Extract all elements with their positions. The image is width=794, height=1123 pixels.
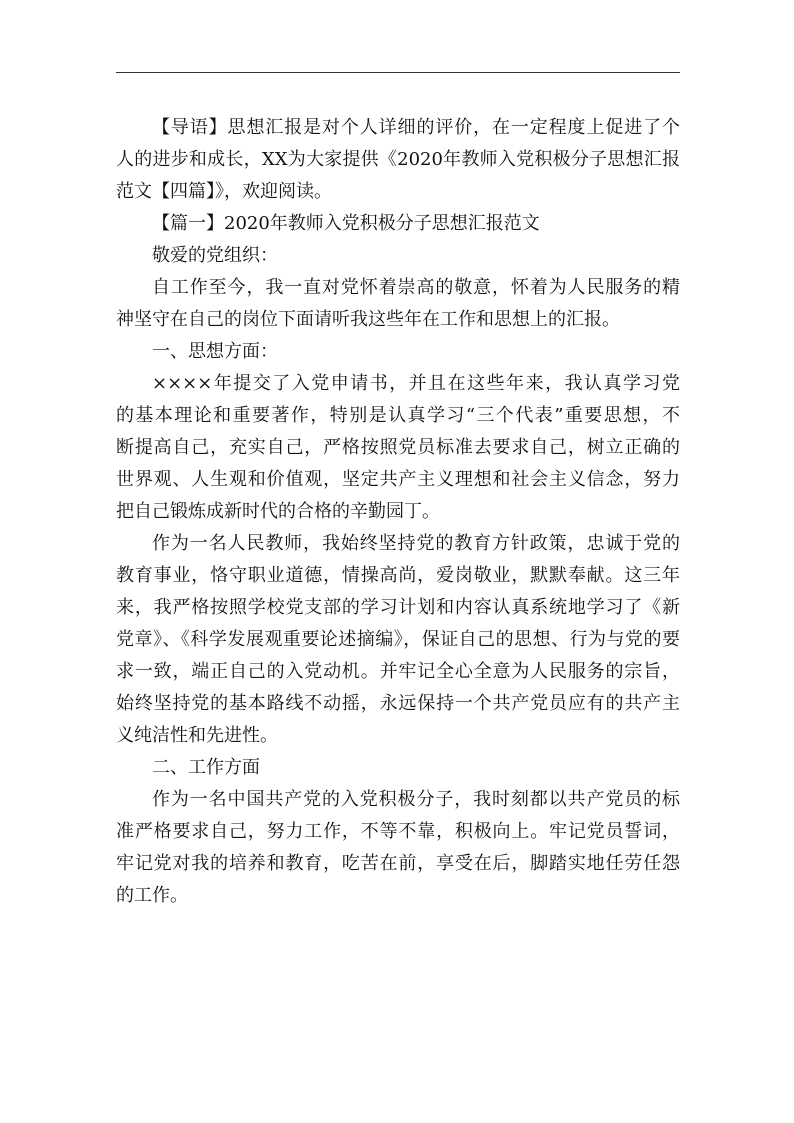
text-line: 作为一名中国共产党的入党积极分子，我时刻都以共产党员的标 [152,789,680,810]
text-line: 党章》、《科学发展观重要论述摘编》，保证自己的思想、行为与党的要 [116,629,680,650]
text-line: ××××年提交了入党申请书，并且在这些年来，我认真学习党 [152,373,680,394]
text-line: 把自己锻炼成新时代的合格的辛勤园丁。 [116,501,440,522]
text-line: 二、工作方面 [152,757,260,778]
text-line: 始终坚持党的基本路线不动摇，永远保持一个共产党员应有的共产主 [116,693,680,714]
text-line: 准严格要求自己，努力工作，不等不靠，积极向上。牢记党员誓词， [116,821,680,842]
header-rule [116,72,680,73]
text-line: 义纯洁性和先进性。 [116,725,278,746]
text-line: 的工作。 [116,885,188,906]
text-line: 来，我严格按照学校党支部的学习计划和内容认真系统地学习了《新 [116,597,680,618]
text-line: 人的进步和成长，XX为大家提供《2020年教师入党积极分子思想汇报 [116,149,680,170]
text-line: 神坚守在自己的岗位下面请听我这些年在工作和思想上的汇报。 [116,309,620,330]
text-line: 范文【四篇】》，欢迎阅读。 [116,181,332,202]
text-line: 【导语】思想汇报是对个人详细的评价，在一定程度上促进了个 [152,117,680,138]
text-line: 教育事业，恪守职业道德，情操高尚，爱岗敬业，默默奉献。这三年 [116,565,680,586]
text-line: 断提高自己，充实自己，严格按照党员标准去要求自己，树立正确的 [116,437,680,458]
text-line: 的基本理论和重要著作，特别是认真学习“三个代表”重要思想，不 [116,405,680,426]
text-line: 一、思想方面： [152,341,278,362]
text-line: 【篇一】2020年教师入党积极分子思想汇报范文 [152,213,540,234]
text-line: 求一致，端正自己的入党动机。并牢记全心全意为人民服务的宗旨， [116,661,680,682]
text-line: 自工作至今，我一直对党怀着崇高的敬意，怀着为人民服务的精 [152,277,680,298]
text-line: 世界观、人生观和价值观，坚定共产主义理想和社会主义信念，努力 [116,469,680,490]
text-line: 牢记党对我的培养和教育，吃苦在前，享受在后，脚踏实地任劳任怨 [116,853,680,874]
document-body [116,112,680,912]
text-line: 敬爱的党组织： [152,245,278,266]
text-line: 作为一名人民教师，我始终坚持党的教育方针政策，忠诚于党的 [152,533,680,554]
